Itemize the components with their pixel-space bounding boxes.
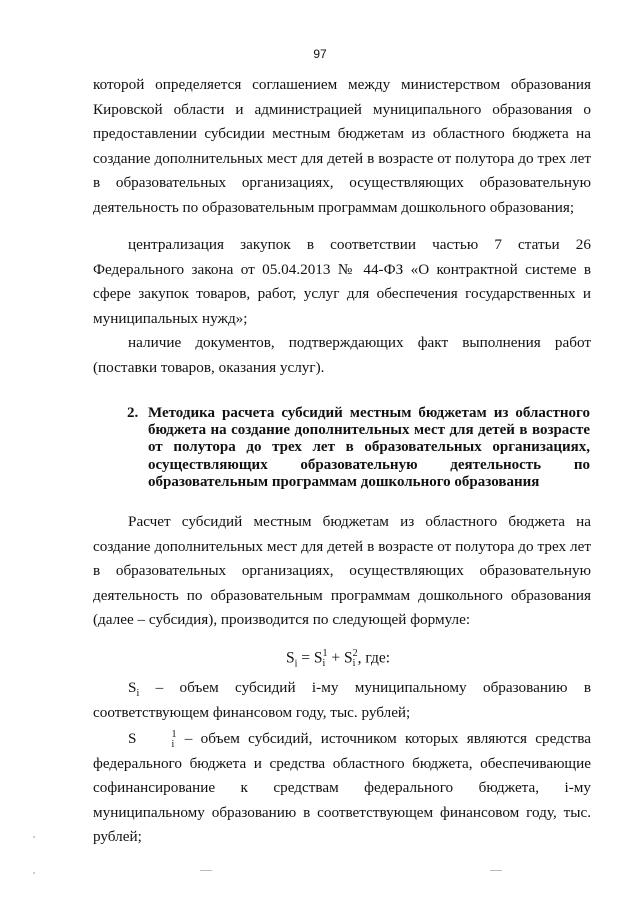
formula-suffix: , где: bbox=[357, 649, 391, 667]
symbol-s1i: S bbox=[128, 730, 137, 747]
formula-term1-sup: 1 bbox=[322, 648, 328, 659]
formula-eq: = bbox=[297, 649, 314, 667]
paragraph-calculation: Расчет субсидий местным бюджетам из областного бюджета на создание дополнительных мест для детей в возрасте от полутора до трех лет в образовательных организациях, осуществляющих образовательную деятельность по образовательным программам дошкольного образования (далее – субсидия), производится по следующей формуле: bbox=[93, 513, 591, 629]
paragraph-centralization: централизация закупок в соответствии частью 7 статьи 26 Федерального закона от 05.04.2013 № 44-ФЗ «О контрактной системе в сфере закупок товаров, работ, услуг для обеспечения государственных и муниципальных нужд»; bbox=[93, 236, 591, 327]
paragraph-si-definition bbox=[93, 676, 591, 725]
paragraph-documents: наличие документов, подтверждающих факт выполнения работ (поставки товаров, оказания услуг). bbox=[93, 334, 591, 376]
scan-artifact bbox=[490, 870, 502, 871]
formula-term1: S bbox=[313, 649, 323, 667]
section-heading: Методика расчета субсидий местным бюджетам из областного бюджета на создание дополнительных мест для детей в возрасте от полутора до трех лет в образовательных организациях, осуществляющих образовательную деятельность по образовательным программам дошкольного образования bbox=[148, 405, 590, 490]
s1i-definition-text: – объем субсидий, источником которых являются средства федерального бюджета и средства областного бюджета, обеспечивающие софинансирование к средствам федерального бюджета, i-му муниципальному образованию в соответствующем финансовом году, тыс. рублей; bbox=[93, 730, 591, 846]
scan-artifact bbox=[33, 836, 35, 838]
paragraph-s1i-definition bbox=[93, 727, 591, 850]
formula-plus: + bbox=[327, 649, 344, 667]
formula-lhs: S bbox=[285, 649, 295, 667]
formula bbox=[0, 649, 640, 669]
formula-term2: S bbox=[343, 649, 353, 667]
symbol-s1i-sup: 1 bbox=[171, 728, 177, 740]
scan-artifact bbox=[33, 872, 35, 874]
formula-term2-sup: 2 bbox=[352, 648, 358, 659]
symbol-si: S bbox=[128, 679, 137, 696]
section-number: 2. bbox=[127, 405, 139, 421]
scan-artifact bbox=[200, 870, 212, 871]
symbol-s1i-sub: i bbox=[171, 738, 175, 750]
page-number: 97 bbox=[313, 47, 327, 61]
formula-term2-sub: i bbox=[352, 658, 356, 669]
formula-term1-sub: i bbox=[322, 658, 326, 669]
formula-lhs-sub: i bbox=[294, 658, 298, 670]
symbol-si-sub: i bbox=[136, 688, 140, 700]
si-definition-text: – объем субсидий i-му муниципальному образованию в соответствующем финансовом году, тыс. рублей; bbox=[93, 679, 591, 721]
paragraph-agreement: которой определяется соглашением между министерством образования Кировской области и администрацией муниципального образования о предоставлении субсидии местным бюджетам из областного бюджета на создание дополнительных мест для детей в возрасте от полутора до трех лет в образовательных организациях, осуществляющих образовательную деятельность по образовательным программам дошкольного образования; bbox=[93, 76, 591, 216]
